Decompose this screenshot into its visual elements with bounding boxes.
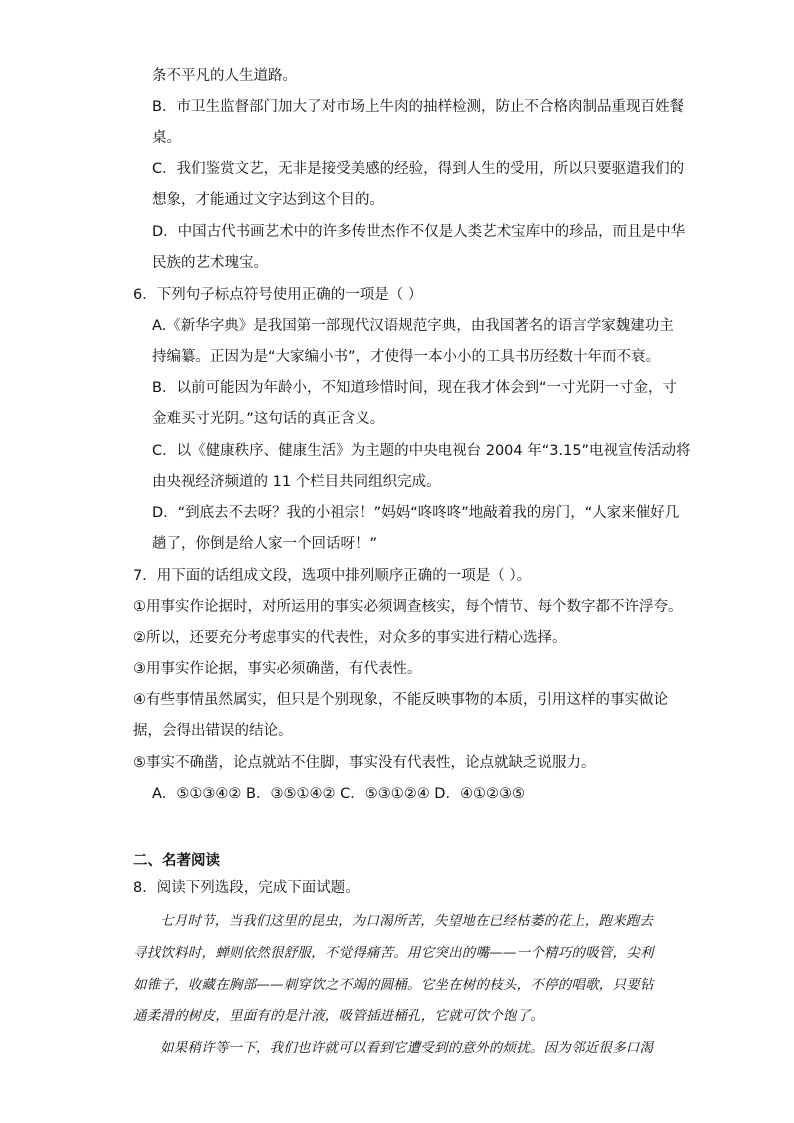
q7-sentence-4-cont: 据，会得出错误的结论。 <box>133 723 293 739</box>
passage-line: 如果稍许等一下，我们也许就可以看到它遭受到的意外的烦扰。因为邻近很多口渴 <box>160 1040 654 1056</box>
q6-option-d: D．“到底去不去呀？我的小祖宗！”妈妈“咚咚咚”地敲着我的房门，“人家来催好几 <box>152 505 680 521</box>
q6-option-c-cont: 由央视经济频道的 11 个栏目共同组织完成。 <box>152 474 441 490</box>
q7-sentence-1: ①用事实作论据时，对所运用的事实必须调查核实，每个情节、每个数字都不许浮夸。 <box>133 599 683 615</box>
q7-options: A．⑤①③④② B．③⑤①④② C．⑤③①②④ D．④①②③⑤ <box>152 786 525 802</box>
q5-option-b: B．市卫生监督部门加大了对市场上牛肉的抽样检测，防止不合格肉制品重现百姓餐 <box>152 99 684 115</box>
q8-stem: 8．阅读下列选段，完成下面试题。 <box>133 880 360 896</box>
q6-option-d-cont: 趟了，你倒是给人家一个回话呀！” <box>152 536 378 552</box>
q6-option-c: C．以《健康秩序、健康生活》为主题的中央电视台 2004 年“3.15”电视宣传活动将 <box>152 443 691 459</box>
q6-option-b: B．以前可能因为年龄小，不知道珍惜时间，现在我才体会到“一寸光阴一寸金，寸 <box>152 380 677 396</box>
q7-stem: 7．用下面的话组成文段，选项中排列顺序正确的一项是（ ）。 <box>133 568 532 584</box>
q5-option-b-cont: 桌。 <box>152 130 181 146</box>
passage-line: 如锥子，收藏在胸部——刺穿饮之不竭的圆桶。它坐在树的枝头，不停的唱歌，只要钻 <box>133 977 654 993</box>
passage-line: 七月时节，当我们这里的昆虫，为口渴所苦，失望地在已经枯萎的花上，跑来跑去 <box>160 913 654 929</box>
passage-line: 通柔滑的树皮，里面有的是汁液，吸管插进桶孔，它就可饮个饱了。 <box>133 1008 544 1024</box>
section-title: 二、名著阅读 <box>133 853 220 869</box>
q7-sentence-2: ②所以，还要充分考虑事实的代表性，对众多的事实进行精心选择。 <box>133 630 567 646</box>
q5-tail-line: 条不平凡的人生道路。 <box>152 68 297 84</box>
q5-option-c-cont: 想象，才能通过文字达到这个目的。 <box>152 192 384 208</box>
q5-option-c: C．我们鉴赏文艺，无非是接受美感的经验，得到人生的受用，所以只要驱遣我们的 <box>152 161 685 177</box>
passage-line: 寻找饮料时，蝉则依然很舒服，不觉得痛苦。用它突出的嘴——一个精巧的吸管，尖利 <box>133 945 654 961</box>
q6-option-a-cont: 持编纂。正因为是“大家编小书”，才使得一本小小的工具书历经数十年而不衰。 <box>152 349 661 365</box>
q6-stem: 6．下列句子标点符号使用正确的一项是（ ） <box>133 287 423 303</box>
q7-sentence-3: ③用事实作论据，事实必须确凿，有代表性。 <box>133 661 422 677</box>
q5-option-d-cont: 民族的艺术瑰宝。 <box>152 255 268 271</box>
q6-option-a: A.《新华字典》是我国第一部现代汉语规范字典，由我国著名的语言学家魏建功主 <box>152 318 674 334</box>
q6-option-b-cont: 金难买寸光阴。”这句话的真正含义。 <box>152 411 385 427</box>
q7-sentence-4: ④有些事情虽然属实，但只是个别现象，不能反映事物的本质，引用这样的事实做论 <box>133 692 668 708</box>
q7-sentence-5: ⑤事实不确凿，论点就站不住脚，事实没有代表性，论点就缺乏说服力。 <box>133 755 596 771</box>
q5-option-d: D．中国古代书画艺术中的许多传世杰作不仅是人类艺术宝库中的珍品，而且是中华 <box>152 224 686 240</box>
